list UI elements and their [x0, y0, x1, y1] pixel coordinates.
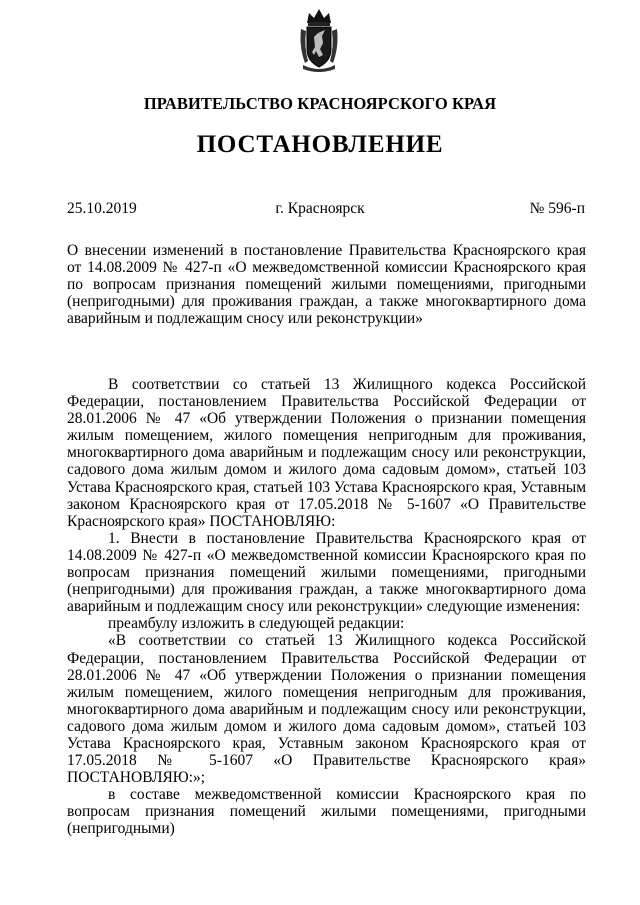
document-city: г. Красноярск [275, 200, 365, 217]
paragraph: в составе межведомственной комиссии Красноярского края по вопросам признания помещений жилыми помещениями, пригодными (непригодными) [67, 786, 586, 838]
paragraph: преамбулу изложить в следующей редакции: [108, 615, 405, 633]
document-type: ПОСТАНОВЛЕНИЕ [196, 131, 444, 158]
document-number: № 596-п [529, 200, 585, 217]
organization-name: ПРАВИТЕЛЬСТВО КРАСНОЯРСКОГО КРАЯ [143, 94, 497, 113]
document-title [67, 242, 586, 327]
coat-of-arms-icon [297, 3, 341, 75]
paragraph: «В соответствии со статьей 13 Жилищного кодекса Российской Федерации, постановлением Правительства Российской Федерации от 28.01.2006 № 47 «Об утверждении Положения о признании помещения жилым помещением, жилого помещения непригодным для проживания, многоквартирного дома аварийным и подлежащим сносу или реконструкции, садового дома жилым домом и жилого дома садовым домом», статьей 103 Устава Красноярского края, Уставным законом Красноярского края от 17.05.2018 № 5-1607 «О Правительстве Красноярского края» ПОСТАНОВЛЯЮ:»; [67, 632, 586, 787]
document-date: 25.10.2019 [67, 200, 137, 217]
title-text: О внесении изменений в постановление Правительства Красноярского края от 14.08.2009 № 427-п «О межведомственной комиссии Красноярского края по вопросам признания помещений жилыми помещениями, пригодными (непригодными) для проживания граждан, а также многоквартирного дома аварийным и подлежащим сносу или реконструкции» [67, 242, 586, 328]
paragraph: В соответствии со статьей 13 Жилищного кодекса Российской Федерации, постановлением Правительства Российской Федерации от 28.01.2006 № 47 «Об утверждении Положения о признании помещения жилым помещением, жилого помещения непригодным для проживания, многоквартирного дома аварийным и подлежащим сносу или реконструкции, садового дома жилым домом и жилого дома садовым домом», статьей 103 Устава Красноярского края, статьей 103 Устава Красноярского края, Уставным законом Красноярского края от 17.05.2018 № 5-1607 «О Правительстве Красноярского края» ПОСТАНОВЛЯЮ: [67, 376, 586, 530]
paragraph: 1. Внести в постановление Правительства Красноярского края от 14.08.2009 № 427-п «О межведомственной комиссии Красноярского края по вопросам признания помещений жилыми помещениями, пригодными (непригодными) для проживания граждан, а также многоквартирного дома аварийным и подлежащим сносу или реконструкции» следующие изменения: [67, 529, 586, 616]
document-body [67, 376, 586, 838]
